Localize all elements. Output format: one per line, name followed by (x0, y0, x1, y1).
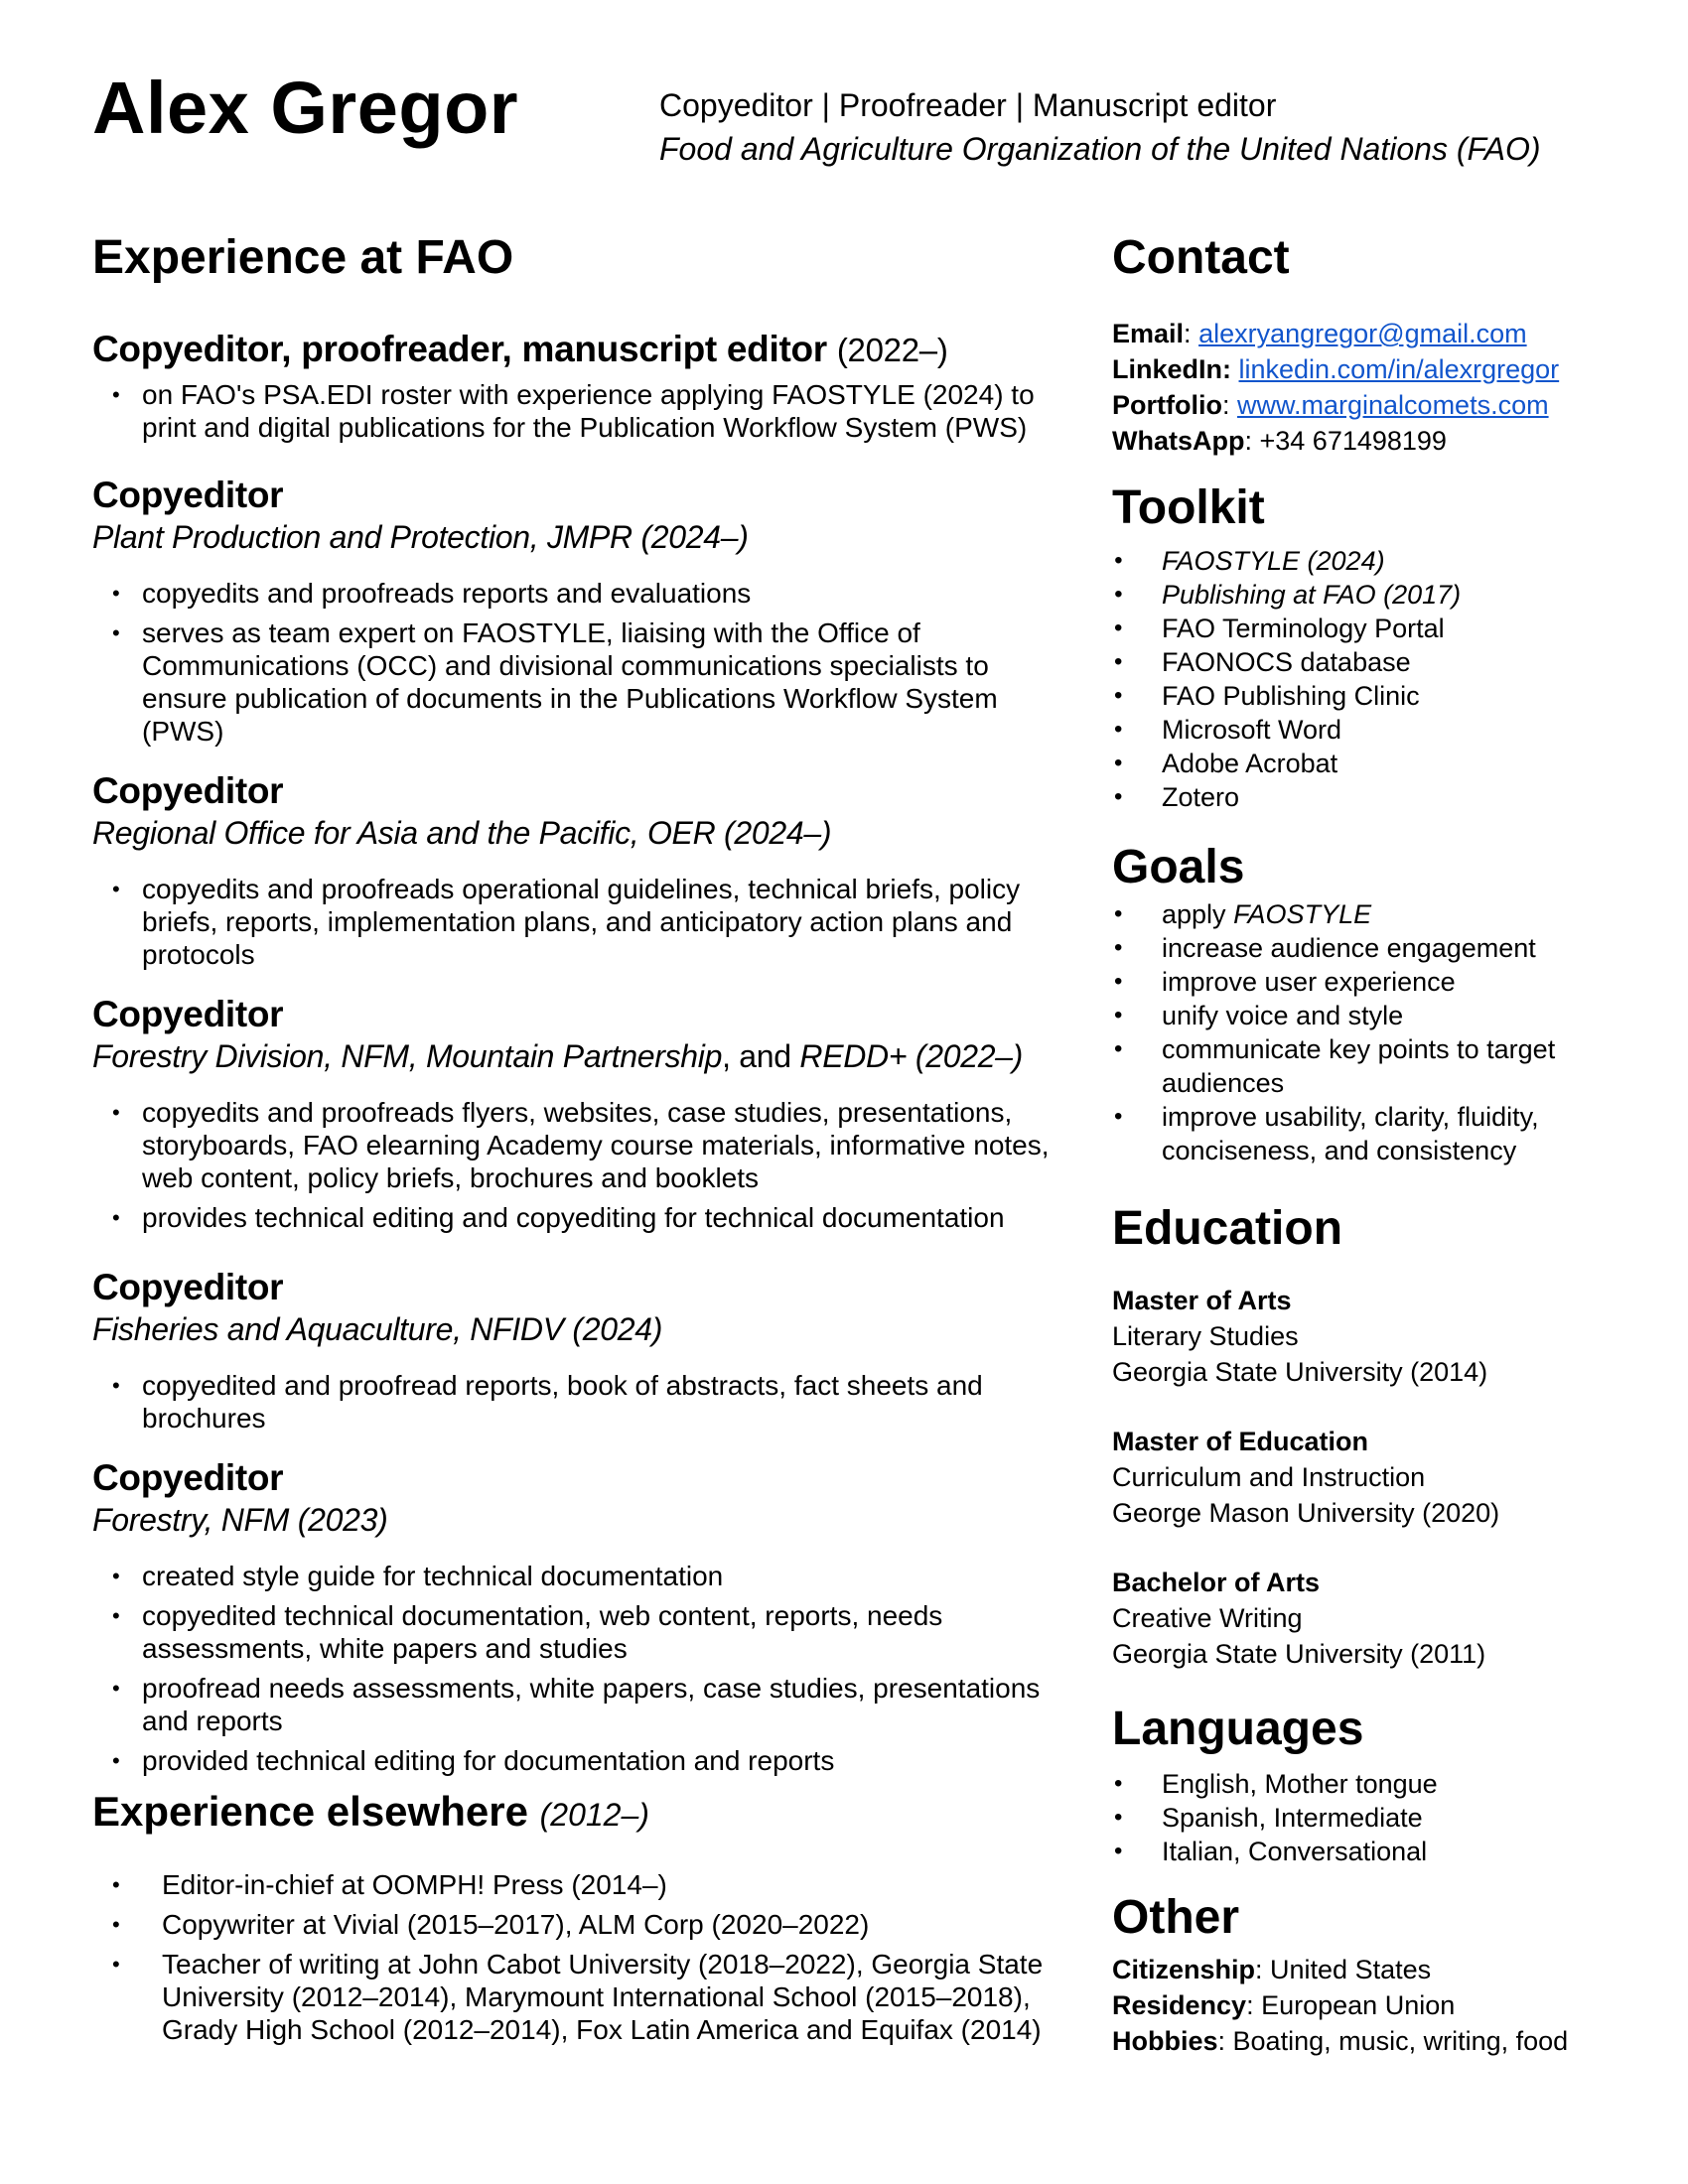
list-item: • English, Mother tongue (1112, 1767, 1668, 1801)
list-item: • FAO Publishing Clinic (1112, 679, 1668, 713)
education-entry (1112, 1424, 1668, 1531)
email-link[interactable]: alexryangregor@gmail.com (1198, 319, 1527, 348)
toolkit-heading: Toolkit (1112, 481, 1265, 534)
toolkit-list (1112, 544, 1668, 814)
list-item: • FAONOCS database (1112, 645, 1668, 679)
list-item: • unify voice and style (1112, 999, 1668, 1032)
list-item: • Zotero (1112, 780, 1668, 814)
job-bullets (92, 1369, 1055, 1434)
list-item: • Copywriter at Vivial (2015–2017), ALM Corp (2020–2022) (92, 1908, 1055, 1941)
job-title: Copyeditor (92, 1267, 284, 1307)
contact-whatsapp: WhatsApp: +34 671498199 (1112, 426, 1447, 456)
languages-heading: Languages (1112, 1703, 1364, 1755)
side-column (1112, 230, 1668, 2059)
experience-elsewhere-heading: Experience elsewhere (2012–) (92, 1788, 649, 1835)
list-item: • provided technical editing for documentation and reports (92, 1744, 1055, 1777)
list-item: • increase audience engagement (1112, 931, 1668, 965)
list-item: • communicate key points to target audiences (1112, 1032, 1668, 1100)
job-bullets (92, 1560, 1055, 1777)
list-item: • copyedits and proofreads reports and evaluations (92, 577, 1055, 610)
elsewhere-bullets (92, 1868, 1055, 2046)
contact-block (1112, 316, 1668, 459)
tagline (659, 83, 1541, 171)
job-subtitle: Forestry Division, NFM, Mountain Partnership, and REDD+ (2022–) (92, 1038, 1024, 1074)
job-bullets (92, 873, 1055, 971)
citizenship-row: Citizenship: United States (1112, 1955, 1432, 1984)
other-block (1112, 1952, 1668, 2059)
degree-field: Literary Studies (1112, 1321, 1299, 1351)
list-item: • FAOSTYLE (2024) (1112, 544, 1668, 578)
list-item: • provides technical editing and copyediting for technical documentation (92, 1201, 1055, 1234)
education-entry (1112, 1283, 1668, 1390)
job-subtitle: Forestry, NFM (2023) (92, 1502, 388, 1538)
list-item: • FAO Terminology Portal (1112, 612, 1668, 645)
degree-title: Bachelor of Arts (1112, 1568, 1321, 1597)
residency-row: Residency: European Union (1112, 1990, 1456, 2020)
degree-school: Georgia State University (2011) (1112, 1639, 1486, 1669)
contact-portfolio: Portfolio: www.marginalcomets.com (1112, 390, 1549, 420)
portfolio-link[interactable]: www.marginalcomets.com (1237, 390, 1549, 420)
list-item: • Editor-in-chief at OOMPH! Press (2014–) (92, 1868, 1055, 1901)
job-title: Copyeditor (92, 1457, 284, 1498)
languages-list (1112, 1767, 1668, 1868)
job-bullets (92, 577, 1055, 748)
job-subtitle: Plant Production and Protection, JMPR (2024–) (92, 519, 749, 555)
list-item: • proofread needs assessments, white papers, case studies, presentations and reports (92, 1672, 1055, 1737)
list-item: • copyedits and proofreads operational guidelines, technical briefs, policy briefs, reports, implementation plans, and anticipatory action plans and protocols (92, 873, 1055, 971)
resume-name: Alex Gregor (92, 67, 519, 149)
contact-email: Email: alexryangregor@gmail.com (1112, 319, 1527, 348)
list-item: • Microsoft Word (1112, 713, 1668, 747)
job-title: Copyeditor (92, 994, 284, 1034)
list-item: • Teacher of writing at John Cabot University (2018–2022), Georgia State University (2012–2014), Marymount International School (2015–2018), Grady High School (2012–2014), Fox Latin America and Equifax (2014) (92, 1948, 1055, 2046)
job-bullets (92, 378, 1055, 444)
job-subtitle: Fisheries and Aquaculture, NFIDV (2024) (92, 1311, 663, 1347)
job-entry (92, 993, 1055, 1234)
hobbies-row: Hobbies: Boating, music, writing, food (1112, 2026, 1569, 2056)
job-title: Copyeditor (92, 770, 284, 811)
other-heading: Other (1112, 1891, 1240, 1944)
degree-field: Curriculum and Instruction (1112, 1462, 1426, 1492)
job-entry (92, 769, 1055, 971)
list-item: • serves as team expert on FAOSTYLE, liaising with the Office of Communications (OCC) and divisional communications specialists to ensure publication of documents in the Publications Workflow System (PWS) (92, 616, 1055, 748)
list-item: • Spanish, Intermediate (1112, 1801, 1668, 1835)
job-entry (92, 1456, 1055, 1777)
job-entry (92, 474, 1055, 748)
list-item: • copyedited and proofread reports, book of abstracts, fact sheets and brochures (92, 1369, 1055, 1434)
goals-heading: Goals (1112, 841, 1245, 893)
list-item: • Publishing at FAO (2017) (1112, 578, 1668, 612)
job-bullets (92, 1096, 1055, 1234)
degree-school: Georgia State University (2014) (1112, 1357, 1488, 1387)
degree-school: George Mason University (2020) (1112, 1498, 1500, 1528)
job-title: Copyeditor, proofreader, manuscript editor (2022–) (92, 329, 948, 369)
job-entry (92, 328, 1055, 444)
experience-fao-heading: Experience at FAO (92, 231, 514, 284)
list-item: • Italian, Conversational (1112, 1835, 1668, 1868)
job-title: Copyeditor (92, 475, 284, 515)
list-item: • copyedited technical documentation, web content, reports, needs assessments, white papers and studies (92, 1599, 1055, 1665)
job-subtitle: Regional Office for Asia and the Pacific, OER (2024–) (92, 815, 832, 851)
education-entry (1112, 1565, 1668, 1672)
main-column (92, 230, 1055, 2053)
degree-field: Creative Writing (1112, 1603, 1303, 1633)
list-item: • improve user experience (1112, 965, 1668, 999)
contact-linkedin: LinkedIn: linkedin.com/in/alexrgregor (1112, 354, 1560, 384)
degree-title: Master of Arts (1112, 1286, 1292, 1315)
list-item: • improve usability, clarity, fluidity, conciseness, and consistency (1112, 1100, 1668, 1167)
list-item: • apply FAOSTYLE (1112, 897, 1668, 931)
contact-heading: Contact (1112, 231, 1290, 284)
roles-line: Copyeditor | Proofreader | Manuscript editor (659, 87, 1277, 123)
job-entry (92, 1266, 1055, 1434)
degree-title: Master of Education (1112, 1427, 1369, 1456)
list-item: • copyedits and proofreads flyers, websites, case studies, presentations, storyboards, FAO elearning Academy course materials, informative notes, web content, policy briefs, brochures and booklets (92, 1096, 1055, 1194)
org-line: Food and Agriculture Organization of the United Nations (FAO) (659, 131, 1541, 167)
linkedin-link[interactable]: linkedin.com/in/alexrgregor (1238, 354, 1560, 384)
list-item: • on FAO's PSA.EDI roster with experience applying FAOSTYLE (2024) to print and digital publications for the Publication Workflow System (PWS) (92, 378, 1055, 444)
list-item: • Adobe Acrobat (1112, 747, 1668, 780)
goals-list (1112, 897, 1668, 1167)
education-heading: Education (1112, 1202, 1343, 1255)
list-item: • created style guide for technical documentation (92, 1560, 1055, 1592)
